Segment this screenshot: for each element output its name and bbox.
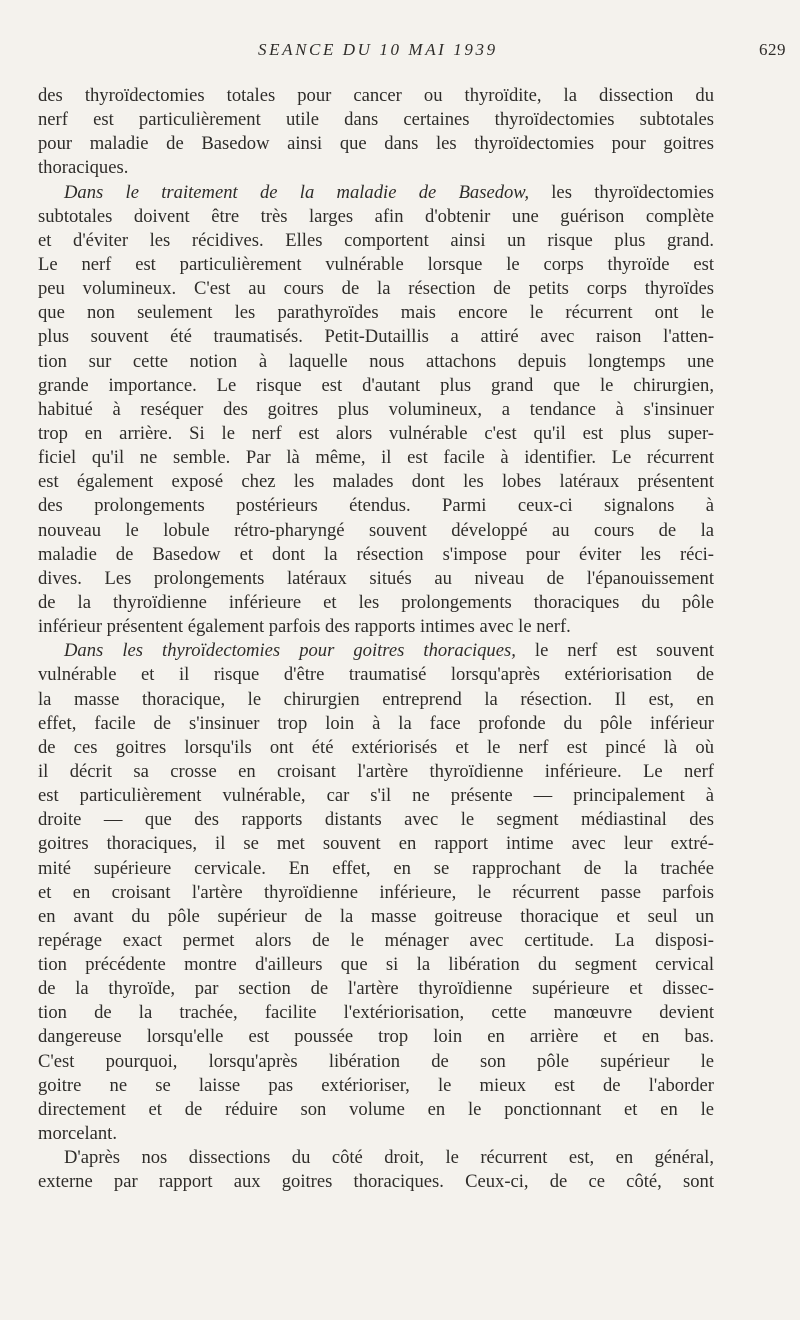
text-line: dives. Les prolongements latéraux situés au niveau de l'épanouissement [38,567,714,589]
italic-heading: Dans le traitement de la maladie de Basedow, [64,181,529,203]
text-line: nouveau le lobule rétro-pharyngé souvent développé au cours de la [38,519,714,541]
text-line: trop en arrière. Si le nerf est alors vulnérable c'est qu'il est plus super- [38,422,714,444]
text-line: Le nerf est particulièrement vulnérable lorsque le corps thyroïde est [38,253,714,275]
text-line: repérage exact permet alors de le ménager avec certitude. La disposi- [38,929,714,951]
text-line: en avant du pôle supérieur de la masse goitreuse thoracique et seul un [38,905,714,927]
text-line: droite — que des rapports distants avec le segment médiastinal des [38,809,714,831]
text-line: inférieur présentent également parfois des rapports intimes avec le nerf. [38,616,571,638]
text-line: pour maladie de Basedow ainsi que dans les thyroïdectomies pour goitres [38,133,714,155]
text-run: le nerf est souvent [515,640,714,662]
text-line: tion précédente montre d'ailleurs que si la libération du segment cervical [38,954,714,976]
text-line: maladie de Basedow et dont la résection s'impose pour éviter les réci- [38,543,714,565]
text-line [38,639,714,663]
text-line: et en croisant l'artère thyroïdienne inférieure, le récurrent passe parfois [38,881,714,903]
text-line: vulnérable et il risque d'être traumatisé lorsqu'après extériorisation de [38,664,714,686]
text-line: externe par rapport aux goitres thoraciques. Ceux-ci, de ce côté, sont [38,1171,714,1193]
text-line: il décrit sa crosse en croisant l'artère thyroïdienne inférieure. Le nerf [38,760,714,782]
running-head-title: SEANCE DU 10 MAI 1939 [258,40,498,59]
text-line: des thyroïdectomies totales pour cancer ou thyroïdite, la dissection du [38,85,714,106]
text-line: plus souvent été traumatisés. Petit-Dutaillis a attiré avec raison l'atten- [38,326,714,348]
text-line: C'est pourquoi, lorsqu'après libération de son pôle supérieur le [38,1050,714,1072]
body-text [38,84,714,1194]
text-line: de ces goitres lorsqu'ils ont été extériorisés et le nerf est pincé là où [38,736,714,758]
text-line: goitres thoraciques, il se met souvent en rapport intime avec leur extré- [38,833,714,855]
text-line: D'après nos dissections du côté droit, le récurrent est, en général, [64,1147,714,1169]
text-line: tion de la trachée, facilite l'extériorisation, cette manœuvre devient [38,1002,714,1024]
text-line: est particulièrement vulnérable, car s'il ne présente — principalement à [38,785,714,807]
text-line: peu volumineux. C'est au cours de la résection de petits corps thyroïdes [38,278,714,300]
text-line [38,181,714,205]
text-line: tion sur cette notion à laquelle nous attachons depuis longtemps une [38,350,714,372]
text-line: grande importance. Le risque est d'autant plus grand que le chirurgien, [38,374,714,396]
text-line: que non seulement les parathyroïdes mais encore le récurrent ont le [38,302,714,324]
text-line: la masse thoracique, le chirurgien entreprend la résection. Il est, en [38,688,714,710]
text-line: et d'éviter les récidives. Elles comportent ainsi un risque plus grand. [38,229,714,251]
text-line: mité supérieure cervicale. En effet, en se rapprochant de la trachée [38,857,714,879]
text-run: les thyroïdectomies [528,181,714,203]
text-line: directement et de réduire son volume en le ponctionnant et en le [38,1098,714,1120]
text-line: de la thyroïde, par section de l'artère thyroïdienne supérieure et dissec- [38,978,714,1000]
text-line: de la thyroïdienne inférieure et les prolongements thoraciques du pôle [38,591,714,613]
text-line: effet, facile de s'insinuer trop loin à la face profonde du pôle inférieur [38,712,714,734]
text-line: ficiel qu'il ne semble. Par là même, il est facile à identifier. Le récurrent [38,447,714,469]
running-head [0,40,800,64]
text-line: est également exposé chez les malades dont les lobes latéraux présentent [38,471,714,493]
text-line: goitre ne se laisse pas extérioriser, le mieux est de l'aborder [38,1074,714,1096]
text-line: thoraciques. [38,157,129,179]
text-line: des prolongements postérieurs étendus. Parmi ceux-ci signalons à [38,495,714,517]
italic-heading: Dans les thyroïdectomies pour goitres thoraciques, [64,640,516,662]
text-line: nerf est particulièrement utile dans certaines thyroïdectomies subtotales [38,109,714,131]
page-number: 629 [759,40,786,59]
text-line: dangereuse lorsqu'elle est poussée trop loin en arrière et en bas. [38,1026,714,1048]
text-line: habitué à reséquer des goitres plus volumineux, a tendance à s'insinuer [38,398,714,420]
text-line: morcelant. [38,1123,117,1145]
text-line: subtotales doivent être très larges afin d'obtenir une guérison complète [38,205,714,227]
